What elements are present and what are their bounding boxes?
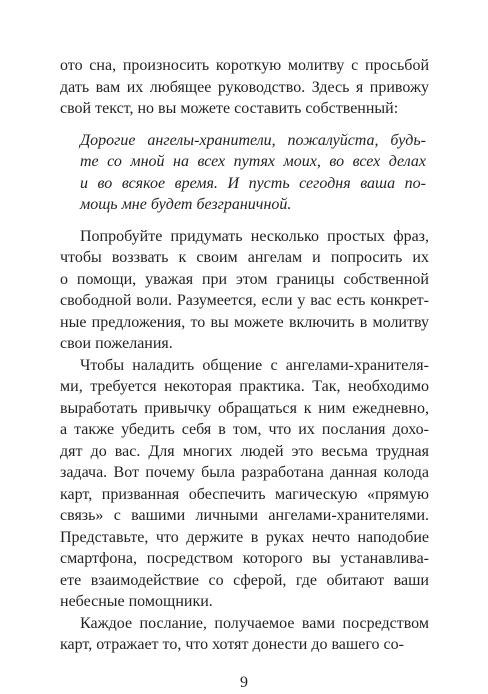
text-line: небесные помощники. — [60, 593, 213, 610]
text-line: карт, отражает то, что хотят донести до вашего со- — [60, 636, 404, 653]
text-line: Попробуйте придумать несколько простых фраз, — [80, 228, 429, 245]
text-line: задача. Вот почему была разработана данная колода — [60, 464, 429, 481]
text-line: о помощи, уважая при этом границы собственной — [60, 271, 429, 288]
text-line: ете взаимодействие со сферой, где обитают ваши — [60, 572, 429, 589]
quote-line: Дорогие ангелы-хранители, пожалуйста, будь- — [80, 132, 426, 149]
quote-line: мощь мне будет безграничной. — [80, 196, 292, 213]
text-line: свободной воли. Разумеется, если у вас есть конкрет- — [60, 292, 429, 309]
text-line: Каждое послание, получаемое вами посредством — [80, 615, 429, 632]
page-number: 9 — [240, 674, 248, 691]
text-line: чтобы воззвать к своим ангелам и попросить их — [60, 249, 429, 266]
text-line: дят до вас. Для многих людей это весьма трудная — [60, 443, 429, 460]
text-line: Чтобы наладить общение с ангелами-хранителя- — [80, 357, 429, 374]
text-line: ми, требуется некоторая практика. Так, необходимо — [60, 378, 429, 395]
text-line: выработать привычку обращаться к ним ежедневно, — [60, 400, 429, 417]
quote-line: и во всякое время. И пусть сегодня ваша по- — [80, 175, 426, 192]
text-line: смартфона, посредством которого вы устанавлива- — [60, 550, 429, 567]
text-line: ные предложения, то вы можете включить в молитву — [60, 314, 429, 331]
quote-line: те со мной на всех путях моих, во всех делах — [80, 153, 426, 170]
text-line: связь» с вашими личными ангелами-хранителями. — [60, 507, 429, 524]
text-line: свой текст, но вы можете составить собственный: — [60, 100, 399, 117]
text-line: а также убедить себя в том, что их послания дохо- — [60, 421, 429, 438]
text-line: ото сна, произносить короткую молитву с просьбой — [60, 57, 429, 74]
text-line: Представьте, что держите в руках нечто наподобие — [60, 529, 429, 546]
text-line: дать вам их любящее руководство. Здесь я привожу — [60, 79, 429, 96]
text-line: свои пожелания. — [60, 335, 173, 352]
text-line: карт, призванная обеспечить магическую «прямую — [60, 486, 429, 503]
